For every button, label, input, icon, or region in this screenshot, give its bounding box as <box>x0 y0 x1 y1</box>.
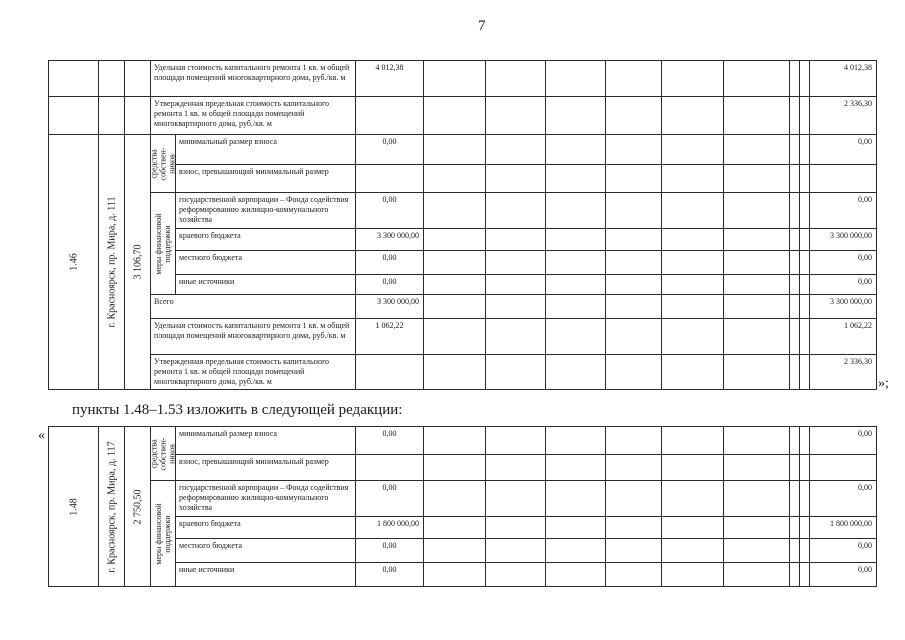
closing-quote: »; <box>878 376 889 391</box>
opening-quote: « <box>38 428 45 443</box>
row-number-cell <box>49 135 99 390</box>
cell-value: 0,00 <box>356 563 424 587</box>
table-row <box>49 135 877 165</box>
group-owners-cell <box>151 135 176 193</box>
row-label: взнос, превышающий минимальный размер <box>176 165 356 193</box>
row-label: Удельная стоимость капитального ремонта 1 кв. м общей площади помещений многоквартирного дома, руб./кв. м <box>151 319 356 355</box>
cell-value: 0,00 <box>356 539 424 563</box>
row-label: государственной корпорации – Фонда содействия реформированию жилищно-коммунального хозяйства <box>176 193 356 229</box>
cell-total: 2 336,30 <box>810 97 877 135</box>
table-row <box>49 319 877 355</box>
cell-value <box>356 97 424 135</box>
row-label: местного бюджета <box>176 539 356 563</box>
cell-value <box>356 355 424 390</box>
amendment-instruction: пункты 1.48–1.53 изложить в следующей редакции: <box>72 402 403 418</box>
area: 2 750,50 <box>132 489 143 524</box>
cost-table-1-46 <box>48 60 877 390</box>
cell-value: 1 062,22 <box>356 319 424 355</box>
cell-total: 3 300 000,00 <box>810 295 877 319</box>
cell-total <box>810 455 877 481</box>
row-label: Всего <box>151 295 356 319</box>
cell-total: 1 062,22 <box>810 319 877 355</box>
group-owners-cell <box>151 427 176 481</box>
cell-total: 1 800 000,00 <box>810 517 877 539</box>
group-support: меры финансовой поддержки <box>154 502 172 565</box>
page-number: 7 <box>478 18 486 34</box>
cell-value <box>356 455 424 481</box>
row-number: 1.48 <box>68 497 79 516</box>
table-row <box>49 295 877 319</box>
cell-total: 2 336,30 <box>810 355 877 390</box>
table-row <box>49 193 877 229</box>
cell-value: 0,00 <box>356 427 424 455</box>
address: г. Красноярск, пр. Мира, д. 111 <box>106 196 117 328</box>
row-label: взнос, превышающий минимальный размер <box>176 455 356 481</box>
cell-total: 0,00 <box>810 563 877 587</box>
row-number-cell <box>49 427 99 587</box>
cell-value: 1 800 000,00 <box>356 517 424 539</box>
row-label: минимальный размер взноса <box>176 135 356 165</box>
cell-total <box>810 165 877 193</box>
cell-total: 0,00 <box>810 427 877 455</box>
cell-value <box>356 165 424 193</box>
cell-total: 0,00 <box>810 251 877 275</box>
row-number: 1.46 <box>68 253 79 271</box>
cost-table-1-48 <box>48 426 877 587</box>
cell-value: 3 300 000,00 <box>356 229 424 251</box>
row-label: Утвержденная предельная стоимость капитального ремонта 1 кв. м общей площади помещений многоквартирного дома, руб./кв. м <box>151 355 356 390</box>
row-label: Утвержденная предельная стоимость капитального ремонта 1 кв. м общей площади помещений многоквартирного дома, руб./кв. м <box>151 97 356 135</box>
address-cell <box>99 135 125 390</box>
table-row <box>49 481 877 517</box>
table-row <box>49 61 877 97</box>
cell-total: 0,00 <box>810 135 877 165</box>
cell-total: 4 012,38 <box>810 61 877 97</box>
cell-value: 0,00 <box>356 193 424 229</box>
table-row <box>49 355 877 390</box>
area-cell <box>125 135 151 390</box>
row-label: минимальный размер взноса <box>176 427 356 455</box>
cell-total: 0,00 <box>810 193 877 229</box>
group-support: меры финансовой поддержки <box>154 212 172 275</box>
group-owners: средства собствен-ников <box>149 147 177 180</box>
cell-value: 0,00 <box>356 135 424 165</box>
group-support-cell <box>151 193 176 295</box>
cell-value: 0,00 <box>356 251 424 275</box>
row-label: местного бюджета <box>176 251 356 275</box>
row-label: государственной корпорации – Фонда содействия реформированию жилищно-коммунального хозяйства <box>176 481 356 517</box>
cell-total: 3 300 000,00 <box>810 229 877 251</box>
area-cell <box>125 427 151 587</box>
row-label: иные источники <box>176 563 356 587</box>
row-label: Удельная стоимость капитального ремонта 1 кв. м общей площади помещений многоквартирного дома, руб./кв. м <box>151 61 356 97</box>
area: 3 106,70 <box>132 244 143 280</box>
cell-total: 0,00 <box>810 275 877 295</box>
cell-value: 4 012,38 <box>356 61 424 97</box>
group-support-cell <box>151 481 176 587</box>
table-row <box>49 427 877 455</box>
cell-total: 0,00 <box>810 539 877 563</box>
row-label: краевого бюджета <box>176 517 356 539</box>
table-row <box>49 97 877 135</box>
cell-value: 0,00 <box>356 481 424 517</box>
row-label: иные источники <box>176 275 356 295</box>
cell-value: 0,00 <box>356 275 424 295</box>
address-cell <box>99 427 125 587</box>
row-label: краевого бюджета <box>176 229 356 251</box>
cell-value: 3 300 000,00 <box>356 295 424 319</box>
group-owners: средства собствен-ников <box>149 437 177 470</box>
address: г. Красноярск, пр. Мира, д. 117 <box>106 440 117 573</box>
cell-total: 0,00 <box>810 481 877 517</box>
